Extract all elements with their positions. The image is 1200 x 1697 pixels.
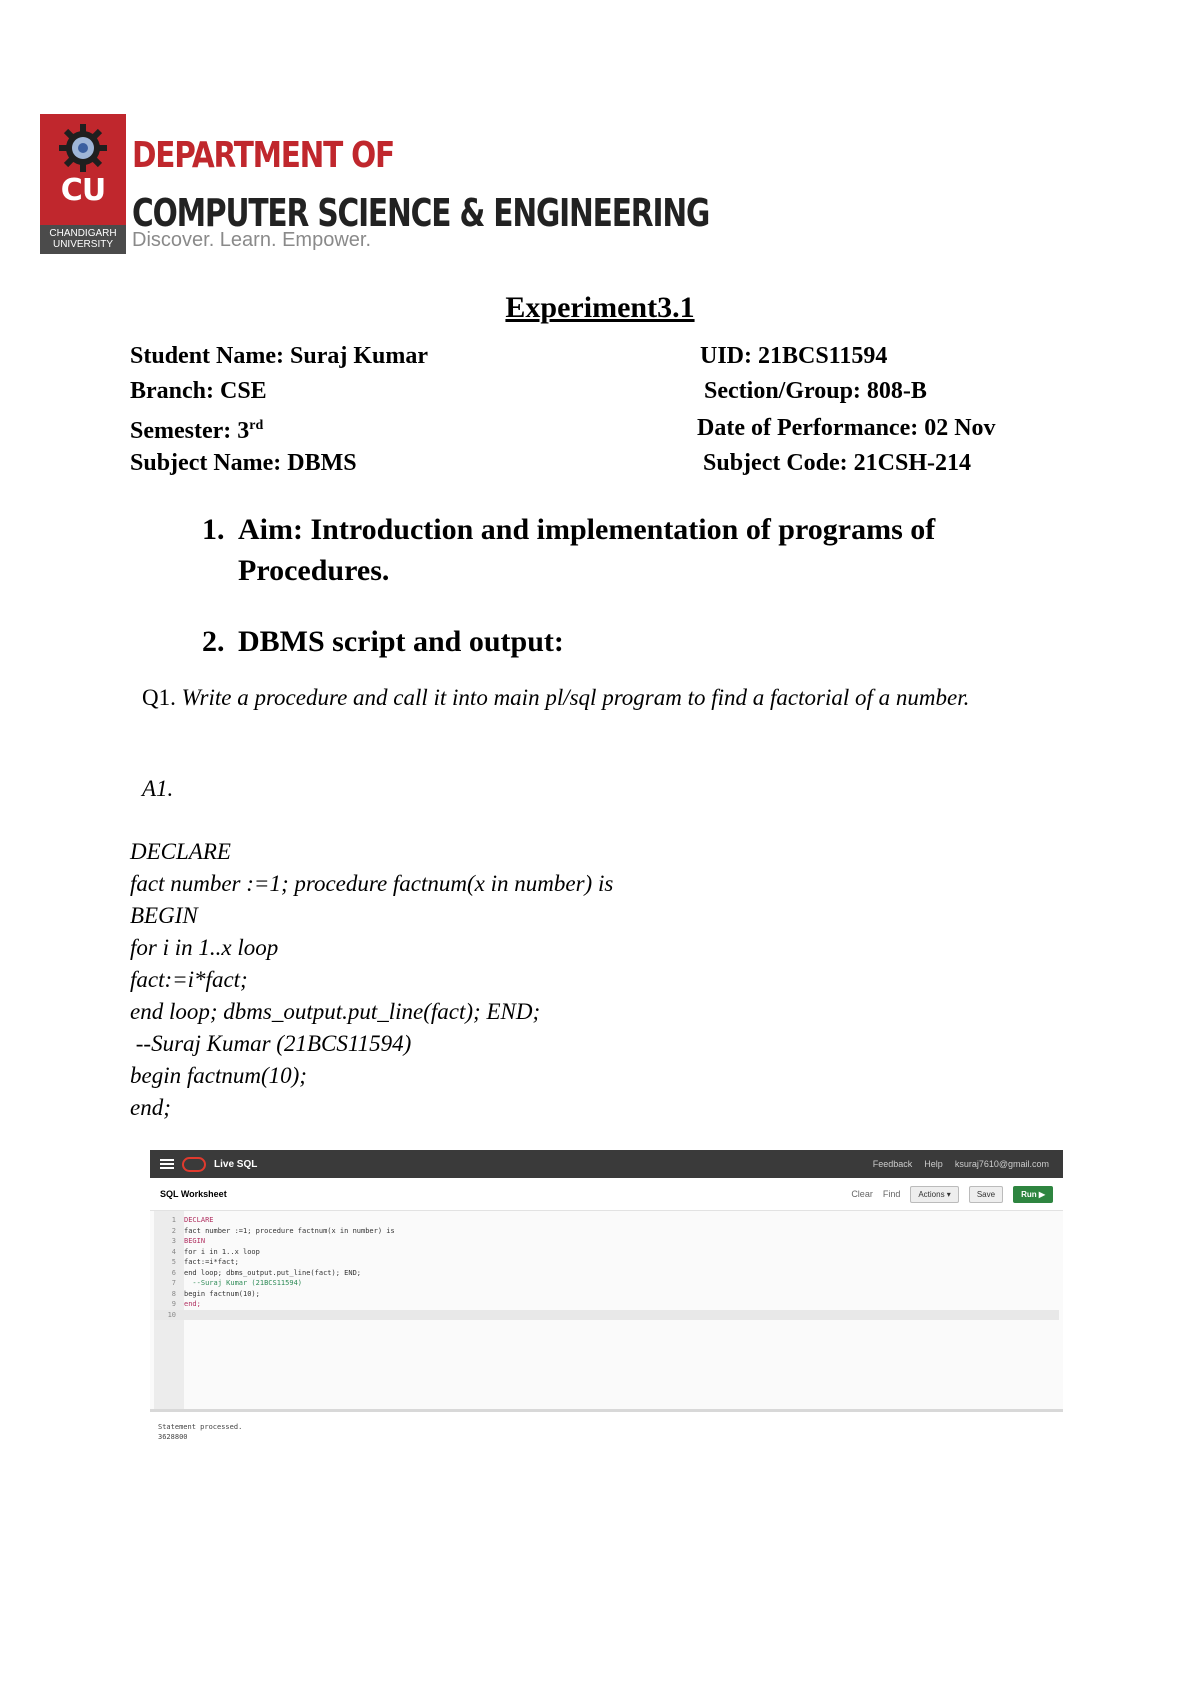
department-line1: DEPARTMENT OF: [132, 135, 394, 176]
department-line2: COMPUTER SCIENCE & ENGINEERING: [132, 191, 710, 235]
editor-line: 2 fact number :=1; procedure factnum(x in number) is: [171, 1226, 395, 1235]
clear-button[interactable]: Clear: [851, 1189, 873, 1199]
editor-line: 6 end loop; dbms_output.put_line(fact); END;: [171, 1268, 362, 1277]
date-of-performance: Date of Performance: 02 Nov: [697, 415, 996, 441]
editor-line: 7 --Suraj Kumar (21BCS11594): [171, 1279, 303, 1287]
user-menu[interactable]: ksuraj7610@gmail.com: [954, 1159, 1049, 1169]
question-text: Write a procedure and call it into main pl/sql program to find a factorial of a number.: [181, 685, 970, 710]
app-topbar: [150, 1150, 1063, 1178]
code-line: end;: [130, 1095, 171, 1120]
script-number: 2.: [202, 625, 225, 658]
question: [142, 682, 1012, 713]
code-line: end loop; dbms_output.put_line(fact); END;: [130, 999, 541, 1024]
save-button[interactable]: Save: [969, 1186, 1003, 1203]
subject-name: Subject Name: DBMS: [130, 450, 357, 476]
student-name: Student Name: Suraj Kumar: [130, 343, 428, 369]
code-line: fact number :=1; procedure factnum(x in number) is: [130, 871, 614, 896]
oracle-logo-icon: [182, 1157, 206, 1172]
code-line: --Suraj Kumar (21BCS11594): [130, 1031, 412, 1056]
hamburger-menu-icon[interactable]: [160, 1157, 174, 1171]
section-group: Section/Group: 808-B: [704, 378, 927, 404]
gear-emblem-icon: [54, 122, 112, 174]
code-line: BEGIN: [130, 903, 198, 928]
find-button[interactable]: Find: [882, 1189, 901, 1199]
code-line: begin factnum(10);: [130, 1063, 307, 1088]
feedback-link[interactable]: Feedback: [872, 1159, 913, 1169]
worksheet-title: SQL Worksheet: [160, 1189, 227, 1199]
logo-text: CU: [60, 173, 106, 208]
subject-code: Subject Code: 21CSH-214: [703, 450, 971, 476]
aim-line2: Procedures.: [238, 554, 390, 587]
editor-line: 4 for i in 1..x loop: [171, 1247, 260, 1256]
live-sql-screenshot: [150, 1150, 1063, 1470]
aim-line1: Aim: Introduction and implementation of programs of: [238, 513, 936, 546]
code-line: for i in 1..x loop: [130, 935, 279, 960]
app-name: Live SQL: [214, 1158, 258, 1170]
logo-university: CHANDIGARH UNIVERSITY: [40, 225, 126, 254]
university-logo: [40, 114, 126, 254]
run-button[interactable]: Run ▶: [1013, 1186, 1053, 1203]
result-status: Statement processed.: [158, 1423, 243, 1431]
code-line: DECLARE: [130, 839, 231, 864]
worksheet-toolbar: [150, 1178, 1063, 1211]
aim-number: 1.: [202, 513, 225, 546]
semester: Semester: 3rd: [130, 418, 264, 444]
code-editor[interactable]: [150, 1211, 1063, 1412]
results-pane: [150, 1412, 1063, 1452]
editor-line: 9 end;: [171, 1300, 201, 1308]
editor-line: 3 BEGIN: [171, 1237, 206, 1245]
code-line: fact:=i*fact;: [130, 967, 248, 992]
code-block: [130, 836, 613, 1124]
editor-line: 8 begin factnum(10);: [171, 1289, 260, 1298]
editor-line: 1 DECLARE: [171, 1216, 214, 1224]
tagline: Discover. Learn. Empower.: [132, 229, 371, 251]
experiment-title: Experiment3.1: [505, 291, 695, 324]
actions-button[interactable]: Actions ▾: [910, 1186, 958, 1203]
help-link[interactable]: Help: [924, 1159, 943, 1169]
branch: Branch: CSE: [130, 378, 267, 404]
result-output: 3628800: [158, 1433, 188, 1441]
editor-line: 5 fact:=i*fact;: [171, 1258, 239, 1266]
uid: UID: 21BCS11594: [700, 343, 888, 369]
answer-label: A1.: [142, 776, 174, 801]
question-label: Q1.: [142, 685, 176, 710]
editor-line-current: 10: [154, 1310, 1059, 1321]
script-title: DBMS script and output:: [238, 625, 564, 658]
